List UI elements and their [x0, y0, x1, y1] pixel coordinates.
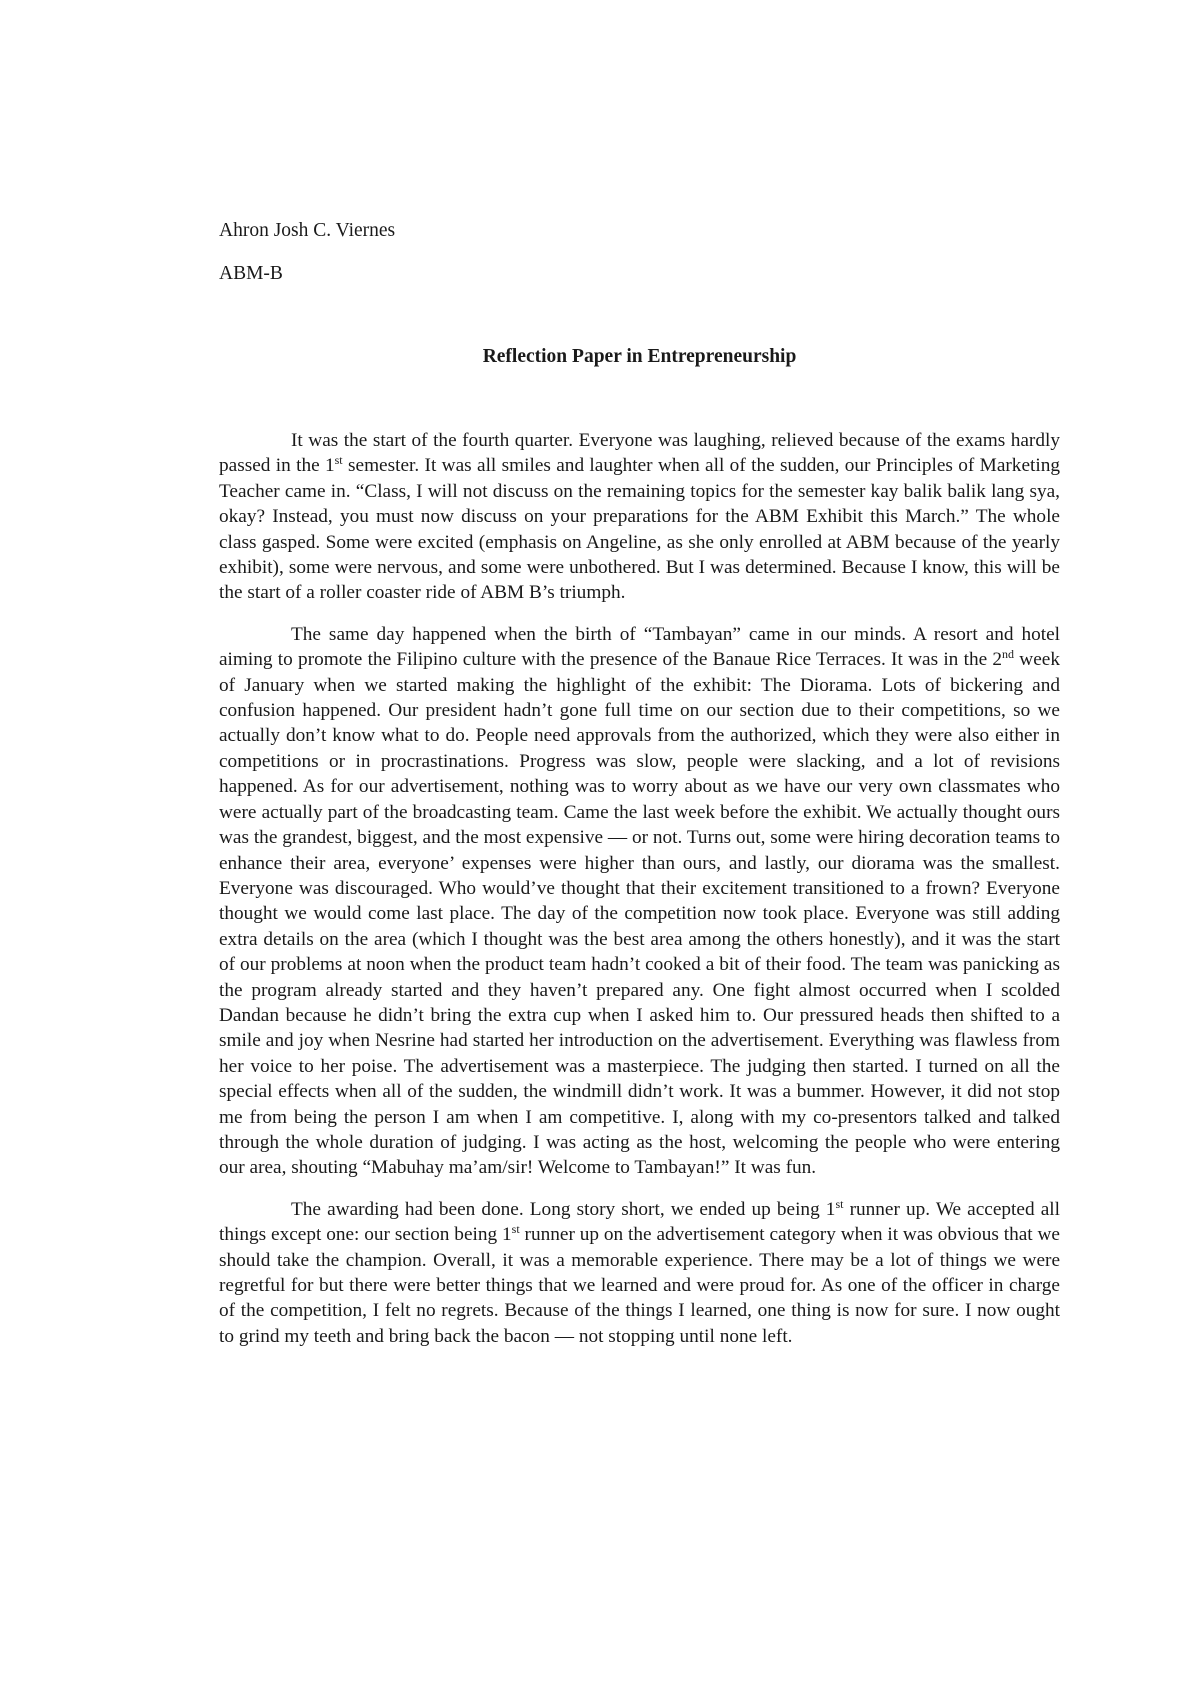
paragraph	[219, 1197, 1060, 1349]
ordinal-suffix: st	[511, 1222, 520, 1237]
ordinal-suffix: st	[334, 453, 343, 468]
paragraph	[219, 428, 1060, 606]
ordinal-suffix: st	[835, 1196, 844, 1211]
paragraph-text: runner up. We accepted all things except one: our section being 1	[219, 1198, 1060, 1246]
paragraph-text: It was the start of the fourth quarter. Everyone was laughing, relieved because of the exams hardly passed in the 1	[219, 430, 1060, 477]
paragraph-text: The awarding had been done. Long story short, we ended up being 1	[291, 1198, 836, 1220]
author-name: Ahron Josh C. Viernes	[219, 220, 396, 241]
class-section: ABM-B	[219, 263, 283, 284]
paper-body	[219, 428, 1060, 1365]
paragraph	[219, 622, 1060, 1181]
paragraph-text: The same day happened when the birth of “Tambayan” came in our minds. A resort and hotel aiming to promote the Filipino culture with the presence of the Banaue Rice Terraces. It was in the 2	[219, 623, 1060, 671]
paragraph-text: semester. It was all smiles and laughter when all of the sudden, our Principles of Marketing Teacher came in. “Class, I will not discuss on the remaining topics for the semester kay balik balik lang sya, okay? Instead, you must now discuss on your preparations for the ABM Exhibit this March.” The whole class gasped. Some were excited (emphasis on Angeline, as she only enrolled at ABM because of the yearly exhibit), some were nervous, and some were unbothered. But I was determined. Because I know, this will be the start of a roller coaster ride of ABM B’s triumph.	[219, 455, 1061, 604]
ordinal-suffix: nd	[1002, 647, 1015, 662]
paper-title: Reflection Paper in Entrepreneurship	[482, 346, 797, 367]
paragraph-text: runner up on the advertisement category when it was obvious that we should take the champion. Overall, it was a memorable experience. There may be a lot of things we were regretful for but there were better things that we learned and were proud for. As one of the officer in charge of the competition, I felt no regrets. Because of the things I learned, one thing is now for sure. I now ought to grind my teeth and bring back the bacon — not stopping until none left.	[219, 1224, 1060, 1347]
paragraph-text: week of January when we started making the highlight of the exhibit: The Diorama. Lots of bickering and confusion happened. Our president hadn’t gone full time on our section due to their competitions, so we actually don’t know what to do. People need approvals from the authorized, which they were also either in competitions or in procrastinations. Progress was slow, people were slacking, and a lot of revisions happened. As for our advertisement, nothing was to worry about as we have our very own classmates who were actually part of the broadcasting team. Came the last week before the exhibit. We actually thought ours was the grandest, biggest, and the most expensive — or not. Turns out, some were hiring decoration teams to enhance their area, everyone’ expenses were higher than ours, and lastly, our diorama was the smallest. Everyone was discouraged. Who would’ve thought that their excitement transitioned to a frown? Everyone thought we would come last place. The day of the competition now took place. Everyone was still adding extra details on the area (which I thought was the best area among the others honestly), and it was the start of our problems at noon when the product team hadn’t cooked a bit of their food. The team was panicking as the program already started and they haven’t prepared any. One fight almost occurred when I scolded Dandan because he didn’t bring the extra cup when I asked him to. Our pressured heads then shifted to a smile and joy when Nesrine had started her introduction on the advertisement. Everything was flawless from her voice to her poise. The advertisement was a masterpiece. The judging then started. I turned on all the special effects when all of the sudden, the windmill didn’t work. It was a bummer. However, it did not stop me from being the person I am when I am competitive. I, along with my co-presentors talked and talked through the whole duration of judging. I was acting as the host, welcoming the people who were entering our area, shouting “Mabuhay ma’am/sir! Welcome to Tambayan!” It was fun.	[219, 649, 1060, 1179]
